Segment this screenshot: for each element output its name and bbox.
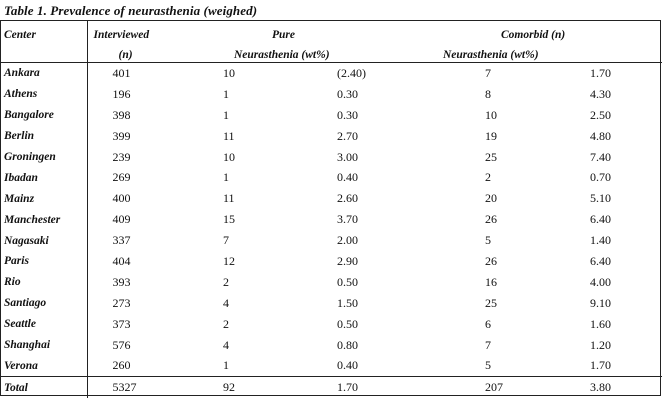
comorbid-n-cell: 5: [485, 233, 491, 248]
table-row: [1, 84, 662, 105]
interviewed-cell: 576: [112, 337, 131, 352]
comorbid-n-cell: 2: [485, 170, 491, 185]
pure-n-cell: 10: [223, 65, 235, 80]
total-comorbid-wt: 3.80: [528, 377, 662, 398]
comorbid-n-cell: 10: [485, 107, 497, 122]
comorbid-n-cell: 26: [485, 253, 497, 268]
interviewed-cell: 373: [112, 316, 131, 331]
table-row: [1, 209, 662, 230]
pure-n-cell: 1: [223, 107, 229, 122]
comorbid-wt-cell: 0.70: [590, 170, 611, 185]
header-comorbid-sub: Neurasthenia (wt%): [414, 41, 662, 63]
center-name: Athens: [1, 84, 87, 105]
pure-n-cell: 2: [223, 274, 229, 289]
comorbid-wt-cell: 2.50: [590, 107, 611, 122]
comorbid-wt-cell: 1.70: [590, 65, 611, 80]
pure-wt-cell: 0.30: [337, 107, 358, 122]
center-name: Berlin: [1, 126, 87, 147]
interviewed-cell: 401: [112, 65, 131, 80]
table-row: [1, 126, 662, 147]
pure-n-cell: 11: [223, 191, 235, 206]
comorbid-wt-cell: 4.30: [590, 86, 611, 101]
center-name: Rio: [1, 272, 87, 293]
comorbid-n-cell: 26: [485, 212, 497, 227]
interviewed-cell: 398: [112, 107, 131, 122]
comorbid-wt-cell: 6.40: [590, 212, 611, 227]
comorbid-n-cell: 25: [485, 149, 497, 164]
pure-wt-cell: (2.40): [337, 65, 366, 80]
table-row: [1, 293, 662, 314]
comorbid-wt-cell: 6.40: [590, 253, 611, 268]
total-pure-wt: 1.70: [282, 377, 414, 398]
table-row: [1, 167, 662, 188]
comorbid-n-cell: 5: [485, 358, 491, 373]
center-name: Santiago: [1, 293, 87, 314]
center-name: Paris: [1, 251, 87, 272]
pure-wt-cell: 0.50: [337, 274, 358, 289]
pure-wt-cell: 2.60: [337, 191, 358, 206]
total-label: Total: [1, 377, 87, 398]
center-name: Seattle: [1, 314, 87, 335]
header-center-blank: [1, 41, 87, 63]
table-row: [1, 188, 662, 209]
interviewed-cell: 404: [112, 253, 131, 268]
table-row: [1, 230, 662, 251]
comorbid-n-cell: 7: [485, 65, 491, 80]
table-row: [1, 147, 662, 168]
pure-n-cell: 4: [223, 295, 229, 310]
pure-n-cell: 11: [223, 128, 235, 143]
interviewed-cell: 269: [112, 170, 131, 185]
comorbid-n-cell: 7: [485, 337, 491, 352]
pure-wt-cell: 2.70: [337, 128, 358, 143]
interviewed-cell: 400: [112, 191, 131, 206]
pure-n-cell: 1: [223, 170, 229, 185]
center-name: Ibadan: [1, 167, 87, 188]
center-name: Nagasaki: [1, 230, 87, 251]
table-title: Table 1. Prevalence of neurasthenia (weighed): [4, 3, 258, 18]
comorbid-wt-cell: 4.00: [590, 274, 611, 289]
table-row: [1, 335, 662, 356]
header-interviewed: Interviewed: [93, 29, 150, 41]
pure-wt-cell: 0.40: [337, 170, 358, 185]
pure-wt-cell: 0.50: [337, 316, 358, 331]
interviewed-cell: 273: [112, 295, 131, 310]
interviewed-cell: 239: [112, 149, 131, 164]
pure-wt-cell: 0.30: [337, 86, 358, 101]
center-name: Manchester: [1, 209, 87, 230]
comorbid-wt-cell: 1.40: [590, 233, 611, 248]
header-center: Center: [1, 21, 87, 41]
interviewed-cell: 196: [112, 86, 131, 101]
table-row: [1, 63, 662, 84]
total-interviewed: 5327: [87, 377, 200, 398]
comorbid-n-cell: 16: [485, 274, 497, 289]
pure-n-cell: 10: [223, 149, 235, 164]
header-pure: Pure: [272, 29, 295, 41]
pure-n-cell: 7: [223, 233, 229, 248]
interviewed-cell: 260: [112, 358, 131, 373]
pure-wt-cell: 3.00: [337, 149, 358, 164]
comorbid-wt-cell: 9.10: [590, 295, 611, 310]
interviewed-cell: 399: [112, 128, 131, 143]
prevalence-table: [0, 20, 661, 396]
comorbid-n-cell: 25: [485, 295, 497, 310]
pure-wt-cell: 0.80: [337, 337, 358, 352]
center-name: Shanghai: [1, 335, 87, 356]
pure-n-cell: 15: [223, 212, 235, 227]
interviewed-cell: 393: [112, 274, 131, 289]
pure-n-cell: 1: [223, 86, 229, 101]
table-row: [1, 314, 662, 335]
pure-wt-cell: 1.50: [337, 295, 358, 310]
comorbid-wt-cell: 4.80: [590, 128, 611, 143]
table-row: [1, 272, 662, 293]
interviewed-cell: 409: [112, 212, 131, 227]
comorbid-n-cell: 6: [485, 316, 491, 331]
comorbid-wt-cell: 5.10: [590, 191, 611, 206]
pure-wt-cell: 0.40: [337, 358, 358, 373]
center-name: Verona: [1, 355, 87, 376]
header-comorbid: Comorbid (n): [501, 29, 566, 41]
comorbid-wt-cell: 1.20: [590, 337, 611, 352]
comorbid-n-cell: 19: [485, 128, 497, 143]
interviewed-cell: 337: [112, 233, 131, 248]
center-name: Mainz: [1, 188, 87, 209]
center-name: Groningen: [1, 147, 87, 168]
pure-wt-cell: 2.00: [337, 233, 358, 248]
table-row: [1, 105, 662, 126]
total-pure-n: 92: [200, 377, 282, 398]
total-row: [1, 377, 662, 398]
pure-n-cell: 1: [223, 358, 229, 373]
table-row: [1, 251, 662, 272]
pure-n-cell: 12: [223, 253, 235, 268]
comorbid-n-cell: 20: [485, 191, 497, 206]
comorbid-wt-cell: 7.40: [590, 149, 611, 164]
center-name: Bangalore: [1, 105, 87, 126]
pure-n-cell: 2: [223, 316, 229, 331]
pure-wt-cell: 3.70: [337, 212, 358, 227]
pure-wt-cell: 2.90: [337, 253, 358, 268]
header-pure-sub: Neurasthenia (wt%): [200, 41, 414, 63]
center-name: Ankara: [1, 63, 87, 84]
pure-n-cell: 4: [223, 337, 229, 352]
comorbid-wt-cell: 1.60: [590, 316, 611, 331]
table-row: [1, 355, 662, 376]
comorbid-wt-cell: 1.70: [590, 358, 611, 373]
comorbid-n-cell: 8: [485, 86, 491, 101]
total-comorbid-n: 207: [414, 377, 528, 398]
header-interviewed-unit: (n): [87, 41, 200, 63]
